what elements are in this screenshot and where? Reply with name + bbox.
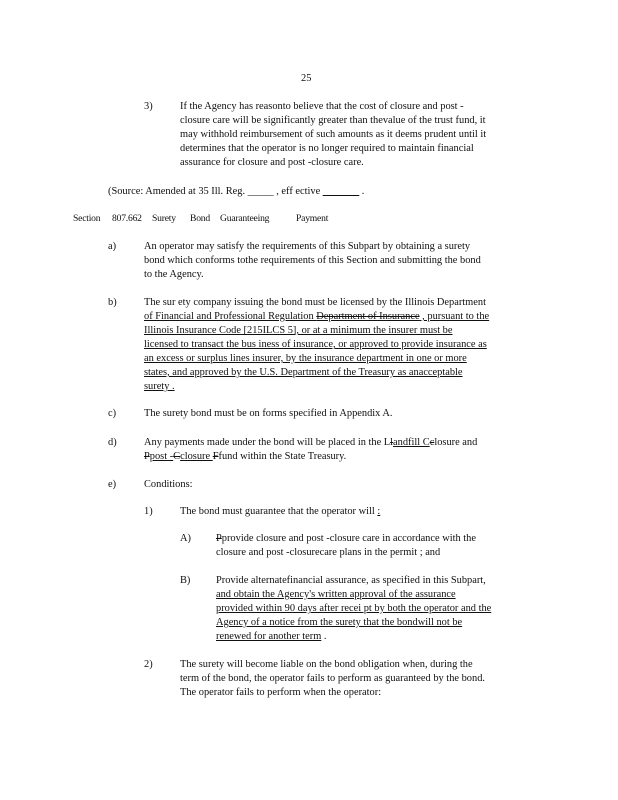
deleted-letter: P bbox=[216, 533, 222, 544]
item-number-d: d) bbox=[108, 437, 117, 448]
item-3-line-2: closure care will be significantly greater than thevalue of the trust fund, it bbox=[180, 115, 486, 126]
item-number-e1: 1) bbox=[144, 506, 153, 517]
item-a-line-1: An operator may satisfy the requirements of this Subpart by obtaining a surety bbox=[144, 241, 471, 252]
item-3-line-4: determines that the operator is no longer required to maintain financial bbox=[180, 143, 474, 154]
item-b-line-3: Illinois Insurance Code [215ILCS 5], or at a minimum the insurer must be bbox=[144, 325, 453, 336]
item-e1-main: The bond must guarantee that the operator will bbox=[180, 506, 378, 517]
source-note bbox=[108, 185, 364, 199]
item-a-line-2: bond which conforms tothe requirements of this Section and submitting the bond bbox=[144, 255, 481, 266]
deleted-letter: P bbox=[144, 451, 150, 462]
item-A-line-1 bbox=[216, 532, 476, 546]
item-e2-line-1: The surety will become liable on the bond obligation when, during the bbox=[180, 659, 473, 670]
item-B-line-4: Agency of a notice from the surety that the bondwill not be bbox=[216, 617, 463, 628]
item-B-line-5 bbox=[216, 630, 327, 644]
inserted-text: closure bbox=[180, 451, 213, 462]
deleted-letter: c bbox=[429, 437, 435, 448]
item-d-line-1 bbox=[144, 436, 477, 450]
item-B-line-2: and obtain the Agency's written approval of the assurance bbox=[216, 589, 456, 600]
item-B-line-5-text: renewed for another term bbox=[216, 631, 322, 642]
deleted-text: Department of Insurance bbox=[316, 311, 420, 322]
deleted-letter: F bbox=[212, 451, 219, 462]
item-3-line-3: may withhold reimbursement of such amounts as it deems prudent until it bbox=[180, 129, 487, 140]
item-c-text: The surety bond must be on forms specified in Appendix A. bbox=[144, 408, 393, 419]
deleted-letter: l bbox=[390, 437, 394, 448]
item-d-line-1-c: losure and bbox=[434, 437, 478, 448]
item-A-line-1-text: provide closure and post -closure care in accordance with the bbox=[221, 533, 476, 544]
item-d-line-2 bbox=[144, 450, 346, 464]
section-number: 807.662 bbox=[112, 213, 142, 224]
item-number-B: B) bbox=[180, 575, 191, 586]
item-number-b: b) bbox=[108, 297, 117, 308]
item-b-line-2 bbox=[144, 310, 489, 324]
item-b-line-4: licensed to transact the bus iness of insurance, or approved to provide insurance as bbox=[144, 339, 487, 350]
item-e2-line-2: term of the bond, the operator fails to perform as guaranteed by the bond. bbox=[180, 673, 485, 684]
item-d-line-1-a: Any payments made under the bond will be placed in the L bbox=[144, 437, 391, 448]
inserted-text: : bbox=[377, 506, 381, 517]
section-title-word-1: Surety bbox=[152, 213, 176, 224]
inserted-text: andfill C bbox=[393, 437, 430, 448]
item-number-A: A) bbox=[180, 533, 191, 544]
item-B-line-5-end: . bbox=[321, 631, 327, 642]
item-number-e: e) bbox=[108, 479, 117, 490]
section-title-word-3: Guaranteeing bbox=[220, 213, 270, 224]
conditions-label: Conditions: bbox=[144, 479, 193, 490]
item-3-line-5: assurance for closure and post -closure care. bbox=[180, 157, 364, 168]
section-label: Section bbox=[73, 213, 101, 224]
item-number-3: 3) bbox=[144, 101, 153, 112]
item-a-line-3: to the Agency. bbox=[144, 269, 204, 280]
effective-date-blank: _______ bbox=[322, 186, 360, 197]
section-title-word-4: Payment bbox=[296, 213, 329, 224]
item-e1-text bbox=[180, 505, 380, 519]
item-3-line-1: If the Agency has reasonto believe that the cost of closure and post - bbox=[180, 101, 464, 112]
item-b-line-2-end: , pursuant to the bbox=[419, 311, 490, 322]
item-d-line-2-end: fund within the State Treasury. bbox=[218, 451, 347, 462]
inserted-text: post - bbox=[149, 451, 174, 462]
item-number-a: a) bbox=[108, 241, 117, 252]
section-title-word-2: Bond bbox=[190, 213, 210, 224]
item-b-line-2-start: of Financial and Professional Regulation bbox=[144, 311, 317, 322]
source-note-text: (Source: Amended at 35 Ill. Reg. _____ , eff ective bbox=[108, 186, 323, 197]
deleted-letter: C bbox=[173, 451, 181, 462]
item-b-line-7: surety . bbox=[144, 381, 175, 392]
page-number: 25 bbox=[301, 73, 312, 84]
item-A-line-2: closure and post -closurecare plans in the permit ; and bbox=[216, 547, 441, 558]
item-b-line-5: an excess or surplus lines insurer, by the insurance department in one or more bbox=[144, 353, 467, 364]
item-number-c: c) bbox=[108, 408, 117, 419]
item-B-line-3: provided within 90 days after recei pt by both the operator and the bbox=[216, 603, 492, 614]
item-b-line-6: states, and approved by the U.S. Department of the Treasury as anacceptable bbox=[144, 367, 463, 378]
item-e2-line-3: The operator fails to perform when the operator: bbox=[180, 687, 382, 698]
item-B-line-1: Provide alternatefinancial assurance, as specified in this Subpart, bbox=[216, 575, 486, 586]
item-b-line-1: The sur ety company issuing the bond must be licensed by the Illinois Department bbox=[144, 297, 486, 308]
source-note-end: . bbox=[359, 186, 365, 197]
item-number-e2: 2) bbox=[144, 659, 153, 670]
